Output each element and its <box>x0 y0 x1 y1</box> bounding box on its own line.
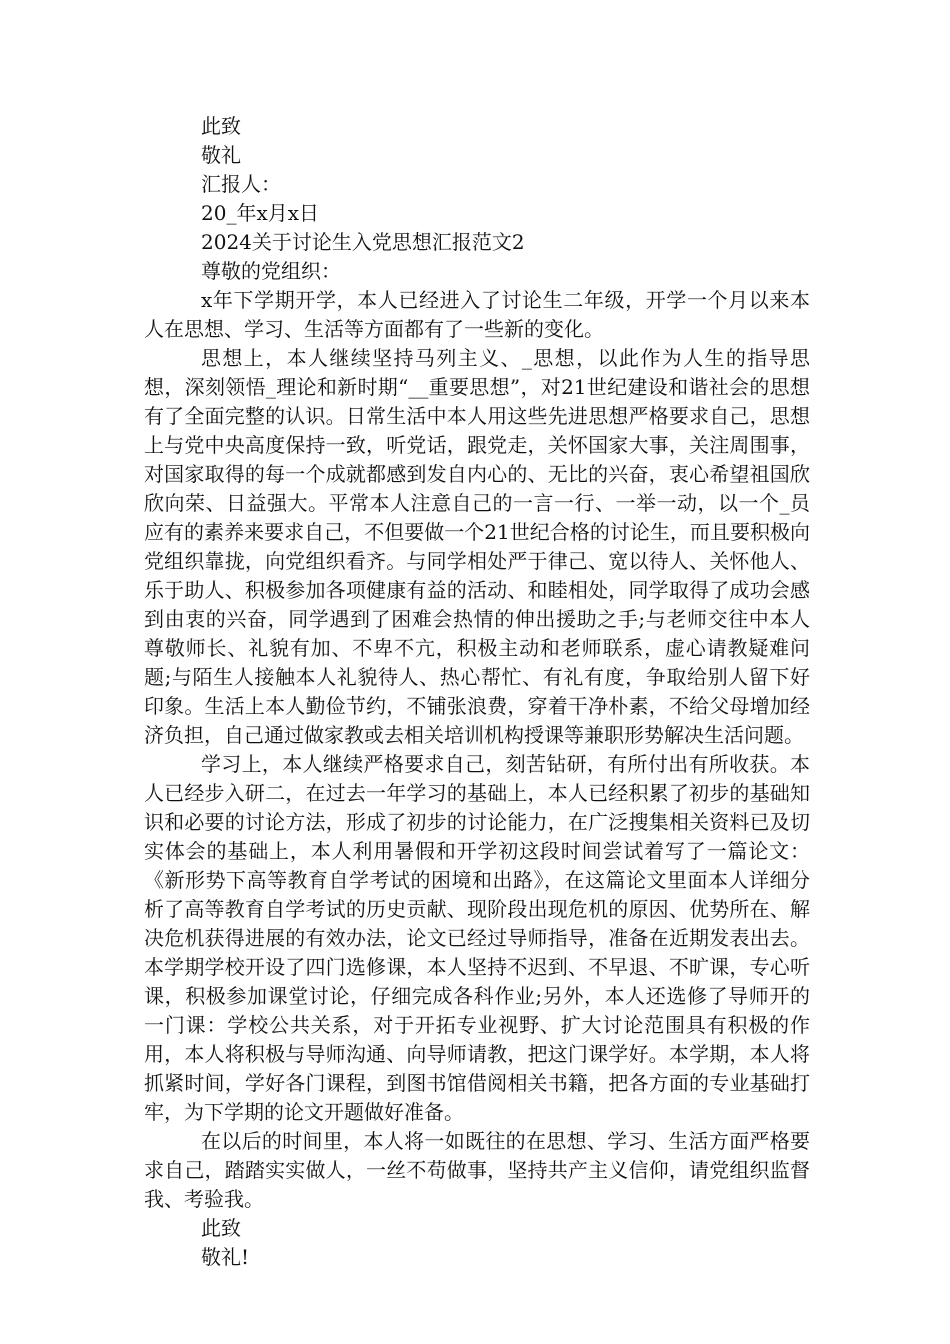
document-title: 2024关于讨论生入党思想汇报范文2 <box>201 230 525 254</box>
closing-regards-2: 此致 <box>201 1216 241 1240</box>
report-date: 20_年x月x日 <box>201 201 320 225</box>
closing-salute-1: 敬礼 <box>201 143 241 167</box>
salutation: 尊敬的党组织： <box>201 259 341 283</box>
paragraph-study: 学习上，本人继续严格要求自己，刻苦钻研，有所付出有所收获。本人已经步入研二，在过去一年学习的基础上，本人已经积累了初步的基础知识和必要的讨论方法，形成了初步的讨论能力，在广泛搜集相关资料已及切实体会的基础上，本人利用暑假和开学初这段时间尝试着写了一篇论文：《新形势下高等教育自学考试的困境和出路》，在这篇论文里面本人详细分析了高等教育自学考试的历史贡献、现阶段出现危机的原因、优势所在、解决危机获得进展的有效办法，论文已经过导师指导，准备在近期发表出去。本学期学校开设了四门选修课，本人坚持不迟到、不早退、不旷课，专心听课，积极参加课堂讨论，仔细完成各科作业;另外，本人还选修了导师开的一门课：学校公共关系，对于开拓专业视野、扩大讨论范围具有积极的作用，本人将积极与导师沟通、向导师请教，把这门课学好。本学期，本人将抓紧时间，学好各门课程，到图书馆借阅相关书籍，把各方面的专业基础打牢，为下学期的论文开题做好准备。 <box>144 752 810 1124</box>
closing-salute-2: 敬礼! <box>201 1245 250 1269</box>
paragraph-conclusion: 在以后的时间里，本人将一如既往的在思想、学习、生活方面严格要求自己，踏踏实实做人，一丝不苟做事，坚持共产主义信仰，请党组织监督我、考验我。 <box>144 1129 810 1211</box>
reporter-label: 汇报人： <box>201 172 281 196</box>
document-page <box>144 112 810 1272</box>
paragraph-ideology: 思想上，本人继续坚持马列主义、_思想，以此作为人生的指导思想，深刻领悟_理论和新时期“__重要思想”，对21世纪建设和谐社会的思想有了全面完整的认识。日常生活中本人用这些先进思想严格要求自己，思想上与党中央高度保持一致，听党话，跟党走，关怀国家大事，关注周围事，对国家取得的每一个成就都感到发自内心的、无比的兴奋，衷心希望祖国欣欣向荣、日益强大。平常本人注意自己的一言一行、一举一动，以一个_员应有的素养来要求自己，不但要做一个21世纪合格的讨论生，而且要积极向党组织靠拢，向党组织看齐。与同学相处严于律己、宽以待人、关怀他人、乐于助人、积极参加各项健康有益的活动、和睦相处，同学取得了成功会感到由衷的兴奋，同学遇到了困难会热情的伸出援助之手;与老师交往中本人尊敬师长、礼貌有加、不卑不亢，积极主动和老师联系，虚心请教疑难问题;与陌生人接触本人礼貌待人、热心帮忙、有礼有度，争取给别人留下好印象。生活上本人勤俭节约，不铺张浪费，穿着干净朴素，不给父母增加经济负担，自己通过做家教或去相关培训机构授课等兼职形势解决生活问题。 <box>144 346 810 747</box>
closing-regards-1: 此致 <box>201 114 241 138</box>
paragraph-intro: x年下学期开学，本人已经进入了讨论生二年级，开学一个月以来本人在思想、学习、生活等方面都有了一些新的变化。 <box>144 288 810 341</box>
